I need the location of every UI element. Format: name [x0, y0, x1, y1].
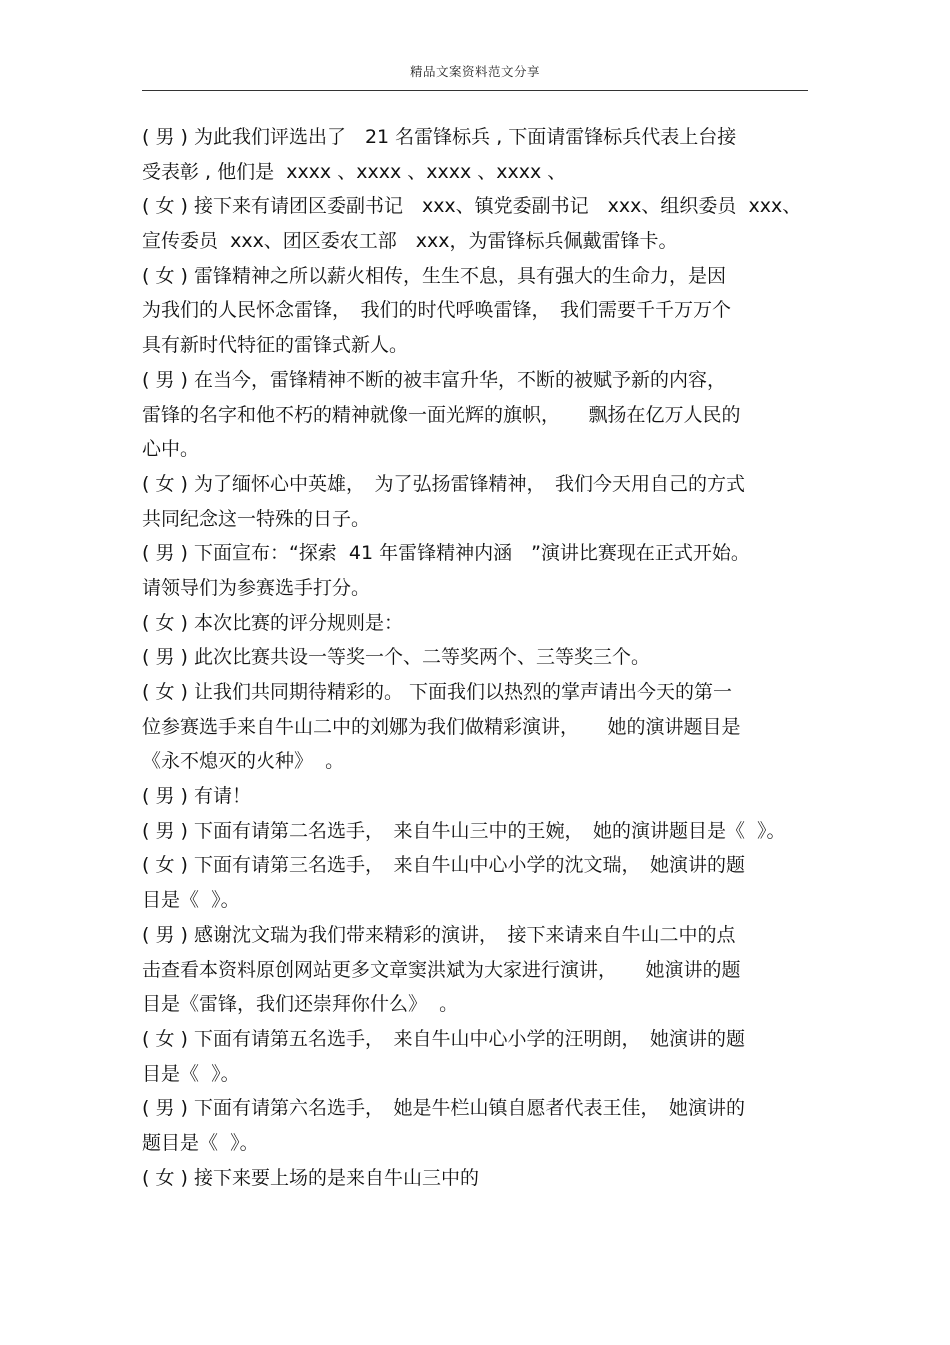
text-line: 请领导们为参赛选手打分。	[142, 576, 371, 599]
text-line: ( 女 ) 让我们共同期待精彩的。 下面我们以热烈的掌声请出今天的第一	[142, 681, 732, 703]
text-line: 《永不熄灭的火种》 。	[142, 750, 345, 773]
text-line: 目是《雷锋，我们还崇拜你什么》 。	[142, 993, 459, 1016]
text-line: 击查看本资料原创网站更多文章窦洪斌为大家进行演讲， 她演讲的题	[142, 958, 741, 981]
text-line: ( 女 ) 雷锋精神之所以薪火相传，生生不息，具有强大的生命力，是因	[142, 264, 726, 287]
text-line: ( 女 ) 接下来有请团区委副书记 xxx、镇党委副书记 xxx、组织委员 xxx、	[142, 195, 802, 218]
text-line: 位参赛选手来自牛山二中的刘娜为我们做精彩演讲， 她的演讲题目是	[142, 715, 741, 738]
text-line: ( 女 ) 下面有请第五名选手， 来自牛山中心小学的汪明朗， 她演讲的题	[142, 1027, 745, 1050]
text-line: 心中。	[142, 438, 200, 461]
text-line: ( 男 ) 下面有请第六名选手， 她是牛栏山镇自愿者代表王佳， 她演讲的	[142, 1097, 745, 1120]
text-line: ( 女 ) 本次比赛的评分规则是：	[142, 611, 403, 634]
text-line: ( 男 ) 有请！	[142, 785, 251, 808]
text-line: ( 男 ) 下面有请第二名选手， 来自牛山三中的王婉， 她的演讲题目是《 》。	[142, 819, 786, 842]
text-line: 共同纪念这一特殊的日子。	[142, 507, 371, 530]
text-line: ( 男 ) 下面宣布：“探索 41 年雷锋精神内涵 ”演讲比赛现在正式开始。	[142, 542, 750, 565]
text-line: 目是《 》。	[142, 889, 240, 912]
text-line: 受表彰 , 他们是 xxxx 、xxxx 、xxxx 、xxxx 、	[142, 160, 567, 183]
text-line: ( 男 ) 感谢沈文瑞为我们带来精彩的演讲， 接下来请来自牛山二中的点	[142, 923, 736, 946]
text-line: ( 女 ) 下面有请第三名选手， 来自牛山中心小学的沈文瑞， 她演讲的题	[142, 854, 745, 877]
text-line: ( 女 ) 接下来要上场的是来自牛山三中的	[142, 1166, 479, 1189]
page-header: 精品文案资料范文分享	[409, 64, 540, 79]
text-line: 宣传委员 xxx、团区委农工部 xxx，为雷锋标兵佩戴雷锋卡。	[142, 230, 678, 253]
document-body	[142, 120, 842, 1195]
text-line: ( 女 ) 为了缅怀心中英雄， 为了弘扬雷锋精神， 我们今天用自己的方式	[142, 472, 745, 495]
text-line: 题目是《 》。	[142, 1131, 259, 1154]
text-line: 目是《 》。	[142, 1062, 240, 1085]
text-line: ( 男 ) 此次比赛共设一等奖一个、二等奖两个、三等奖三个。	[142, 646, 650, 669]
header-divider	[142, 90, 808, 91]
text-line: 为我们的人民怀念雷锋， 我们的时代呼唤雷锋， 我们需要千千万万个	[142, 299, 732, 322]
text-line: ( 男 ) 为此我们评选出了 21 名雷锋标兵 , 下面请雷锋标兵代表上台接	[142, 126, 737, 148]
text-line: 雷锋的名字和他不朽的精神就像一面光辉的旗帜， 飘扬在亿万人民的	[142, 403, 741, 426]
text-line: ( 男 ) 在当今，雷锋精神不断的被丰富升华，不断的被赋予新的内容，	[142, 368, 726, 391]
text-line: 具有新时代特征的雷锋式新人。	[142, 334, 409, 357]
